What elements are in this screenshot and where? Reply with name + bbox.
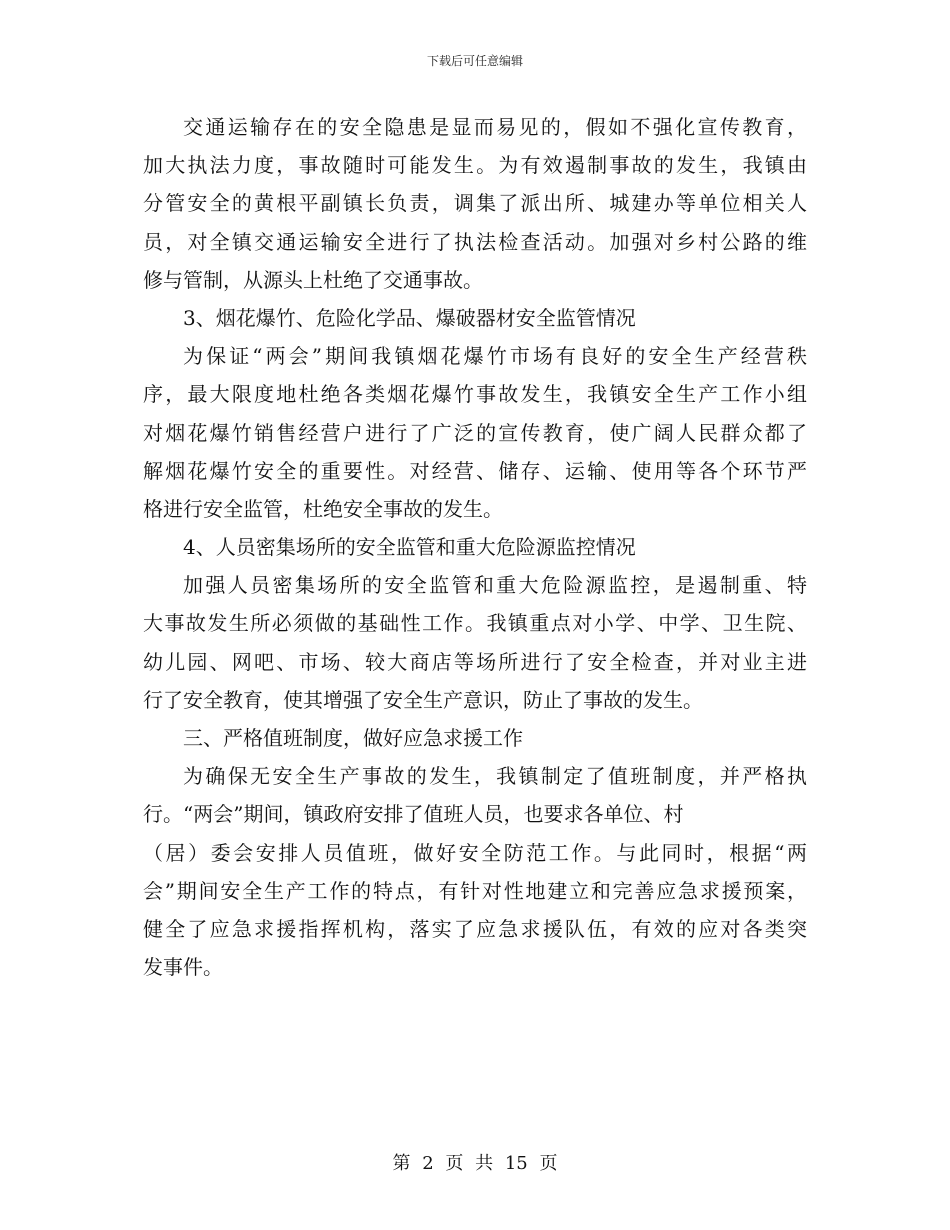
document-body	[143, 108, 807, 986]
paragraph-line: 修与管制，从源头上杜绝了交通事故。	[143, 267, 483, 292]
paragraph-line: 为确保无安全生产事故的发生，我镇制定了值班制度，并严格执	[183, 764, 807, 789]
paragraph-line: 行。“两会”期间，镇政府安排了值班人员，也要求各单位、村	[143, 802, 684, 827]
section-heading: 4、人员密集场所的安全监管和重大危险源监控情况	[183, 535, 636, 560]
paragraph-line: 幼儿园、网吧、市场、较大商店等场所进行了安全检查，并对业主进	[143, 649, 807, 674]
page-number-footer: 第 2 页 共 15 页	[392, 1153, 558, 1174]
paragraph-line: 行了安全教育，使其增强了安全生产意识，防止了事故的发生。	[143, 687, 703, 712]
paragraph-line: 加大执法力度，事故随时可能发生。为有效遏制事故的发生，我镇由	[143, 153, 807, 178]
paragraph-line: 格进行安全监管，杜绝安全事故的发生。	[143, 496, 503, 521]
paragraph-line: 对烟花爆竹销售经营户进行了广泛的宣传教育，使广阔人民群众都了	[143, 420, 807, 445]
section-heading: 3、烟花爆竹、危险化学品、爆破器材安全监管情况	[183, 305, 636, 330]
paragraph-line: 分管安全的黄根平副镇长负责，调集了派出所、城建办等单位相关人	[143, 191, 807, 216]
paragraph-line: 序，最大限度地杜绝各类烟花爆竹事故发生，我镇安全生产工作小组	[143, 382, 807, 407]
paragraph-line: 发事件。	[143, 955, 223, 980]
paragraph-line: （居）委会安排人员值班，做好安全防范工作。与此同时，根据“两	[143, 840, 807, 865]
section-heading: 三、严格值班制度，做好应急求援工作	[183, 726, 523, 750]
paragraph-line: 为保证“两会”期间我镇烟花爆竹市场有良好的安全生产经营秩	[183, 344, 807, 369]
paragraph-line: 健全了应急求援指挥机构，落实了应急求援队伍，有效的应对各类突	[143, 916, 807, 941]
paragraph-line: 加强人员密集场所的安全监管和重大危险源监控，是遏制重、特	[183, 573, 807, 598]
paragraph-line: 员，对全镇交通运输安全进行了执法检查活动。加强对乡村公路的维	[143, 229, 807, 254]
paragraph-line: 交通运输存在的安全隐患是显而易见的，假如不强化宣传教育，	[183, 115, 807, 139]
paragraph-line: 解烟花爆竹安全的重要性。对经营、储存、运输、使用等各个环节严	[143, 458, 807, 483]
paragraph-line: 大事故发生所必须做的基础性工作。我镇重点对小学、中学、卫生院、	[143, 611, 807, 636]
page-header: 下载后可任意编辑	[426, 54, 523, 68]
paragraph-line: 会”期间安全生产工作的特点，有针对性地建立和完善应急求援预案，	[143, 878, 807, 903]
